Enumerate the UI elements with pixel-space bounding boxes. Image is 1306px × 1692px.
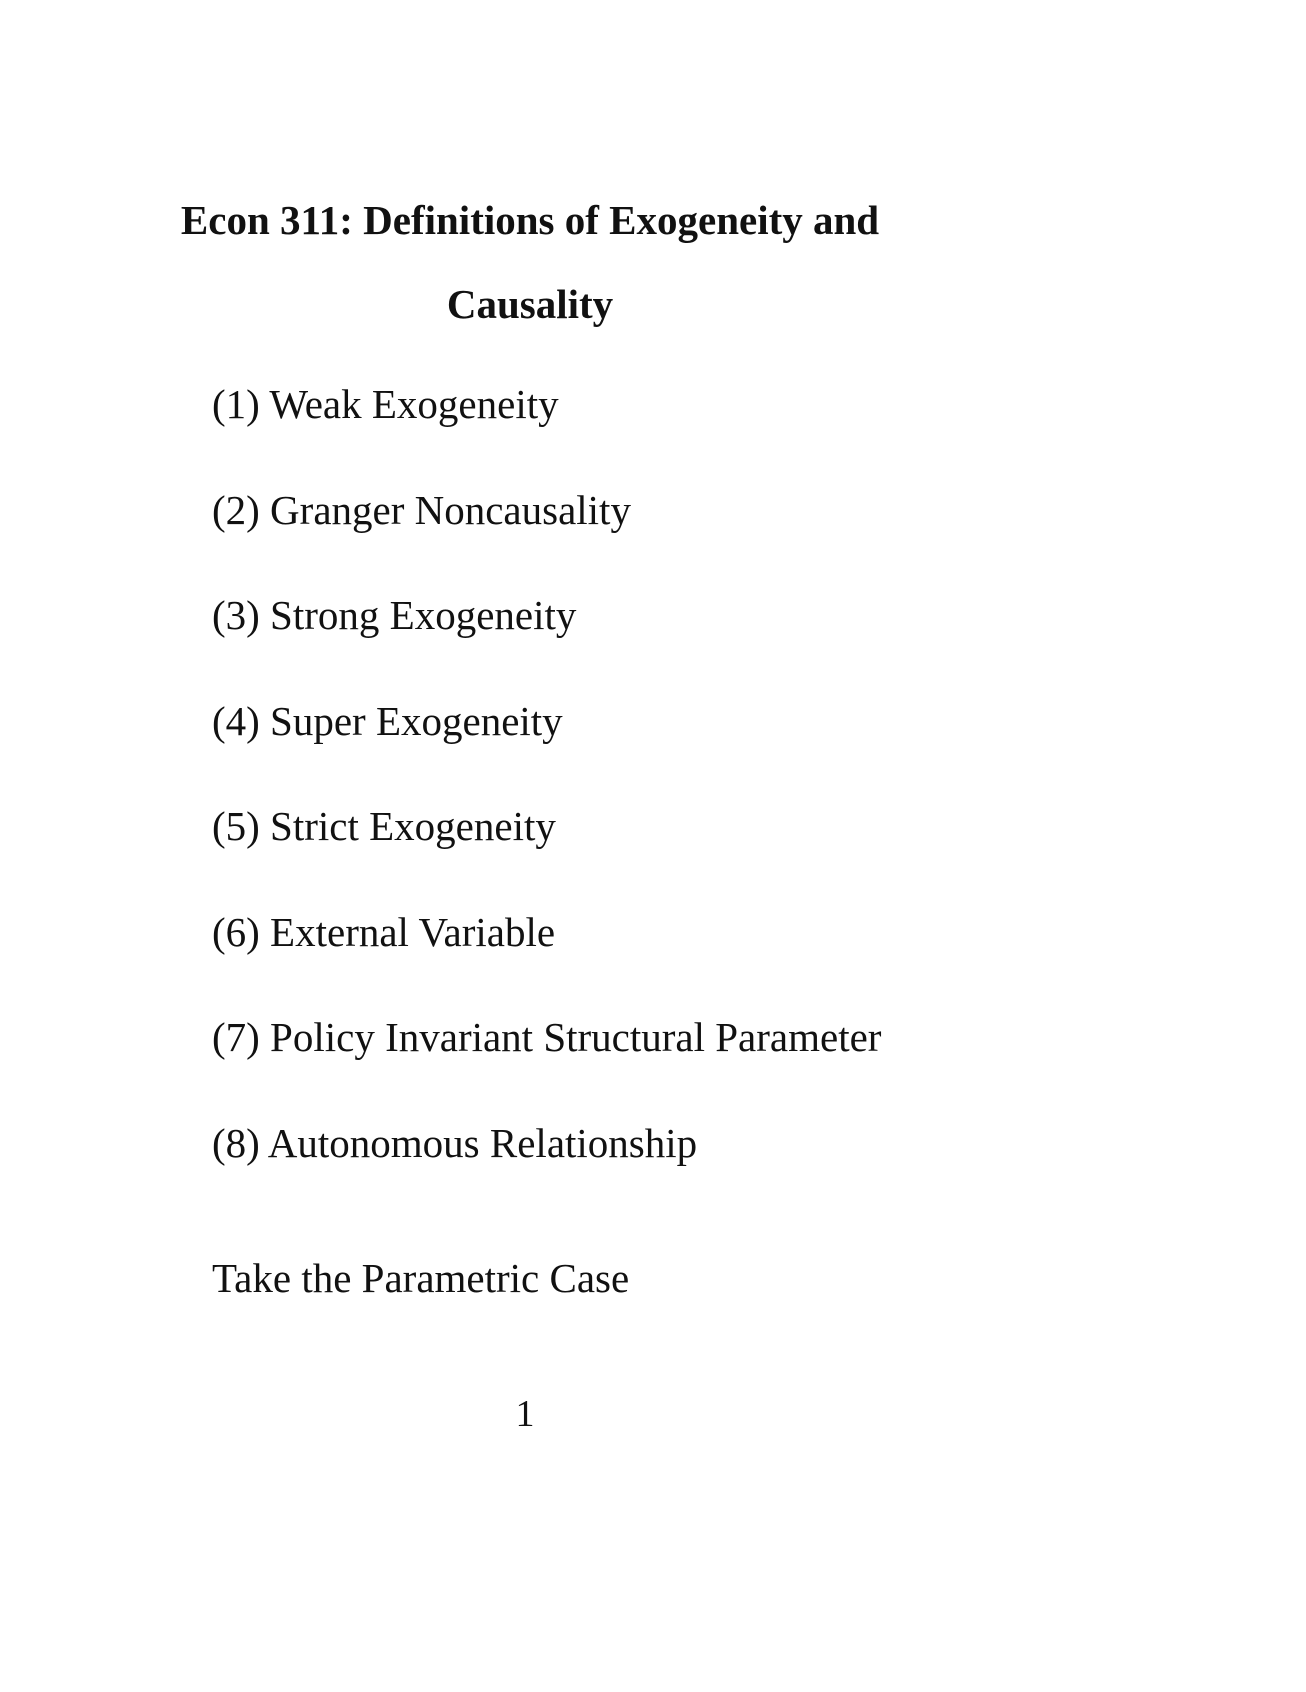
title-line-2: Causality xyxy=(446,281,614,327)
list-item: (7) Policy Invariant Structural Parameter xyxy=(212,1014,882,1060)
list-item: (2) Granger Noncausality xyxy=(212,486,631,533)
title-line-1: Econ 311: Definitions of Exogeneity and xyxy=(180,197,880,243)
definitions-list xyxy=(212,382,881,1226)
parametric-case-note: Take the Parametric Case xyxy=(212,1255,630,1301)
list-item: (6) External Variable xyxy=(212,908,556,955)
page-number: 1 xyxy=(515,1393,535,1435)
list-item: (4) Super Exogeneity xyxy=(212,697,563,744)
list-item: (5) Strict Exogeneity xyxy=(212,803,556,849)
list-item: (3) Strong Exogeneity xyxy=(212,592,577,638)
list-item: (8) Autonomous Relationship xyxy=(212,1119,698,1166)
page-title xyxy=(150,178,910,346)
list-item: (1) Weak Exogeneity xyxy=(212,381,559,427)
